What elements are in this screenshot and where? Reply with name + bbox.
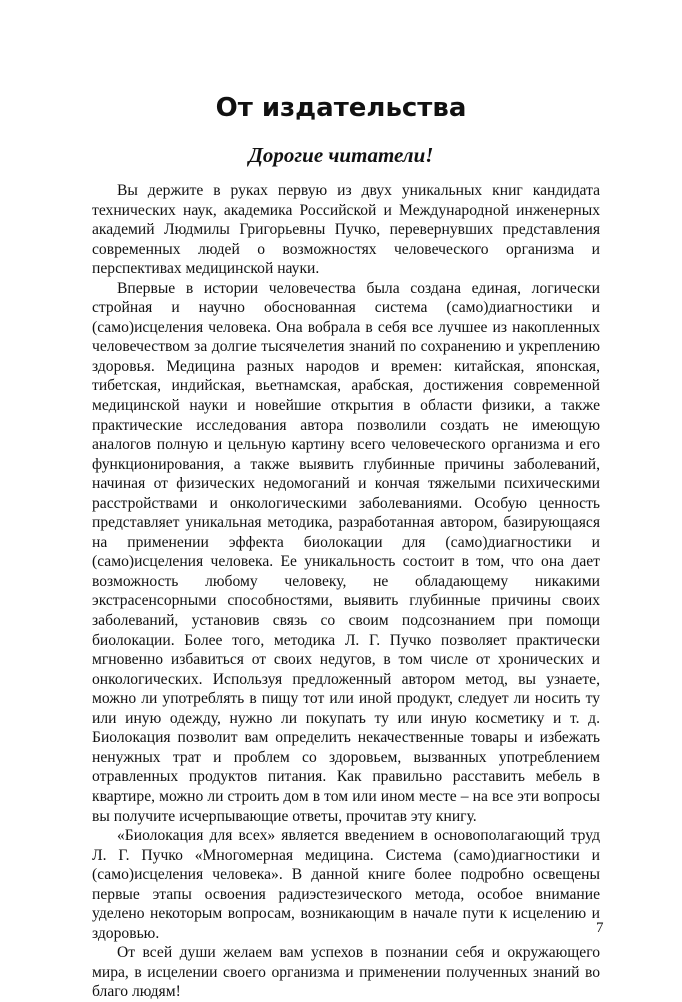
paragraph-1: Вы держите в руках первую из двух уникальных книг кандидата технических наук, академика Российской и Международной инженерных академий Людмилы Григорьевны Пучко, перевернувших представления современных людей о возможностях человеческого организма и перспективах медицинской науки. — [92, 182, 600, 278]
page-subtitle: Дорогие читатели! — [248, 143, 434, 167]
paragraph-3: «Биолокация для всех» является введением в основополагающий труд Л. Г. Пучко «Многомерная медицина. Система (само)диагностики и (само)исцеления человека». В данной книге более подробно освещены первые этапы освоения радиэстезического метода, особое внимание уделено некоторым вопросам, возникающим в начале пути к исцелению и здоровью. — [92, 827, 600, 942]
body-text — [92, 181, 600, 1002]
paragraph-2: Впервые в истории человечества была создана единая, логически стройная и научно обоснованная система (само)диагностики и (само)исцеления человека. Она вобрала в себя все лучшее из накопленных человечеством за долгие тысячелетия знаний по сохранению и укреплению здоровья. Медицина разных народов и времен: китайская, японская, тибетская, индийская, вьетнамская, арабская, достижения современной медицинской науки и новейшие открытия в области физики, а также практические исследования автора позволили создать не имеющую аналогов полную и цельную картину всего человеческого организма и его функционирования, а также выявить глубинные причины заболеваний, начиная от физических недомоганий и кончая тяжелыми психическими расстройствами и онкологическими заболеваниями. Особую ценность представляет уникальная методика, разработанная автором, базирующаяся на применении эффекта биолокации для (само)диагностики и (само)исцеления человека. Ее уникальность состоит в том, что она дает возможность любому человеку, не обладающему никакими экстрасенсорными способностями, выявить глубинные причины своих заболеваний, установив связь со своим подсознанием при помощи биолокации. Более того, методика Л. Г. Пучко позволяет практически мгновенно избавиться от своих недугов, в том числе от хронических и онкологических. Используя предложенный автором метод, вы узнаете, можно ли употреблять в пищу тот или иной продукт, следует ли носить ту или иную одежду, нужно ли покупать ту или иную косметику и т. д. Биолокация позволит вам определить некачественные товары и избежать ненужных трат и проблем со здоровьем, вызванных употреблением отравленных продуктов питания. Как правильно расставить мебель в квартире, можно ли строить дом в том или ином месте – на все эти вопросы вы получите исчерпывающие ответы, прочитав эту книгу. — [92, 279, 600, 825]
page-title: От издательства — [215, 93, 467, 123]
page-number: 7 — [596, 920, 604, 936]
paragraph-4: От всей души желаем вам успехов в познании себя и окружающего мира, в исцелении своего организма и применении полученных знаний во благо людям! — [92, 944, 600, 1001]
